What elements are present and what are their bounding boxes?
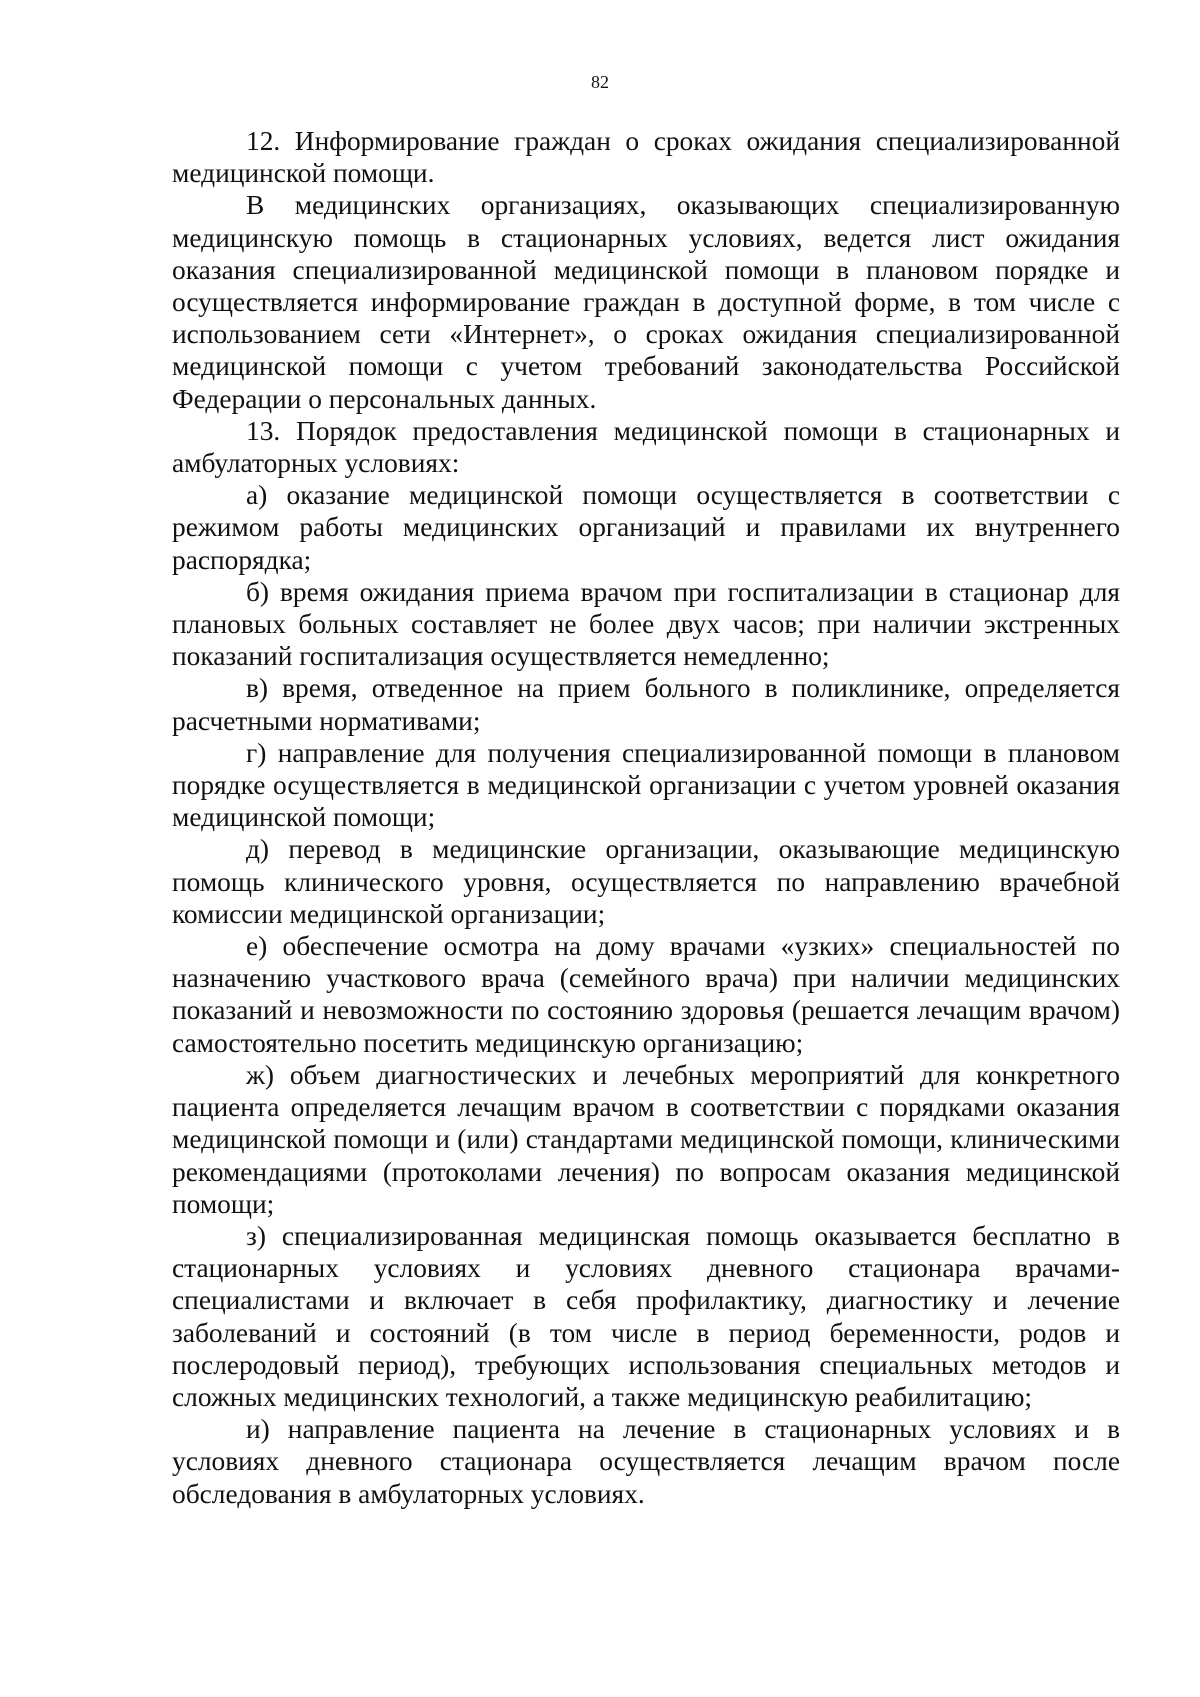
list-item-z: з) специализированная медицинская помощь оказывается бесплатно в стационарных условиях и условиях дневного стационара врачами-специалистами и включает в себя профилактику, диагностику и лечение заболеваний и состояний (в том числе в период беременности, родов и послеродовый период), требующих использования специальных методов и сложных медицинских технологий, а также медицинскую реабилитацию; — [172, 1220, 1120, 1412]
list-item-v: в) время, отведенное на прием больного в поликлинике, определяется расчетными нормативами; — [172, 673, 1120, 736]
list-item-i: и) направление пациента на лечение в стационарных условиях и в условиях дневного стационара осуществляется лечащим врачом после обследования в амбулаторных условиях. — [172, 1414, 1120, 1509]
list-item-b: б) время ожидания приема врачом при госпитализации в стационар для плановых больных составляет не более двух часов; при наличии экстренных показаний госпитализация осуществляется немедленно; — [172, 576, 1120, 672]
document-body — [172, 125, 1120, 1510]
paragraph-13-heading: 13. Порядок предоставления медицинской помощи в стационарных и амбулаторных условиях: — [172, 415, 1120, 479]
list-item-zh: ж) объем диагностических и лечебных мероприятий для конкретного пациента определяется лечащим врачом в соответствии с порядками оказания медицинской помощи и (или) стандартами медицинской помощи, клиническими рекомендациями (протоколами лечения) по вопросам оказания медицинской помощи; — [172, 1059, 1120, 1219]
paragraph-waiting-list: В медицинских организациях, оказывающих специализированную медицинскую помощь в стационарных условиях, ведется лист ожидания оказания специализированной медицинской помощи в плановом порядке и осуществляется информирование граждан в доступной форме, в том числе с использованием сети «Интернет», о сроках ожидания специализированной медицинской помощи с учетом требований законодательства Российской Федерации о персональных данных. — [172, 190, 1120, 414]
page-number: 82 — [591, 72, 609, 92]
paragraph-12-heading: 12. Информирование граждан о сроках ожидания специализированной медицинской помощи. — [172, 126, 1120, 189]
list-item-e: е) обеспечение осмотра на дому врачами «узких» специальностей по назначению участкового врача (семейного врача) при наличии медицинских показаний и невозможности по состоянию здоровья (решается лечащим врачом) самостоятельно посетить медицинскую организацию; — [172, 931, 1120, 1058]
list-item-d: д) перевод в медицинские организации, оказывающие медицинскую помощь клинического уровня, осуществляется по направлению врачебной комиссии медицинской организации; — [172, 834, 1120, 929]
list-item-g: г) направление для получения специализированной помощи в плановом порядке осуществляется в медицинской организации с учетом уровней оказания медицинской помощи; — [172, 737, 1120, 833]
list-item-a: а) оказание медицинской помощи осуществляется в соответствии с режимом работы медицинских организаций и правилами их внутреннего распорядка; — [172, 480, 1120, 575]
